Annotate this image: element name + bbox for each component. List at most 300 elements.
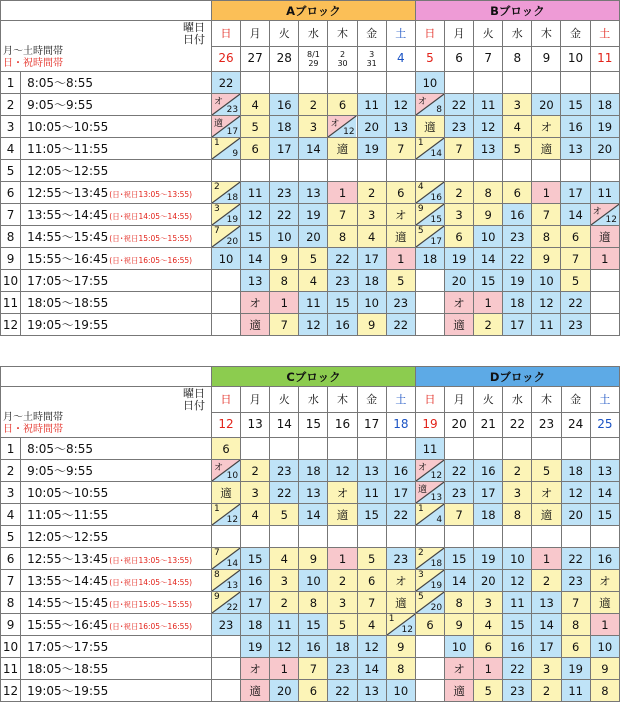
class-cell: 18 xyxy=(270,116,299,138)
empty-cell xyxy=(561,526,590,548)
split-cell xyxy=(211,592,240,614)
class-cell: 23 xyxy=(386,548,415,570)
split-bottom: 18 xyxy=(430,559,443,569)
period-holiday-time: (日･祝日15:05～15:55) xyxy=(109,600,193,609)
weekday-cell: 金 xyxy=(561,387,590,413)
class-cell: 7 xyxy=(561,248,590,270)
class-cell: 19 xyxy=(299,204,328,226)
date-cell: 26 xyxy=(211,46,240,72)
class-cell: 19 xyxy=(357,138,386,160)
split-cell xyxy=(415,482,444,504)
period-number: 3 xyxy=(1,482,21,504)
period-row xyxy=(1,438,620,460)
date-cell: 8 xyxy=(503,46,532,72)
class-cell: 16 xyxy=(299,636,328,658)
period-number: 7 xyxy=(1,570,21,592)
date-cell: 7 xyxy=(474,46,503,72)
split-bottom: 23 xyxy=(226,105,239,115)
class-cell: 適 xyxy=(590,226,619,248)
class-cell: 5 xyxy=(386,270,415,292)
period-time xyxy=(21,160,212,182)
class-cell: 4 xyxy=(241,94,270,116)
class-cell: 2 xyxy=(474,314,503,336)
empty-cell xyxy=(444,72,473,94)
class-cell: 11 xyxy=(503,592,532,614)
class-cell: 6 xyxy=(211,438,240,460)
class-cell: 適 xyxy=(386,592,415,614)
period-time xyxy=(21,438,212,460)
empty-cell xyxy=(415,680,444,702)
class-cell: 15 xyxy=(561,94,590,116)
class-cell: 12 xyxy=(532,292,561,314)
period-number: 9 xyxy=(1,614,21,636)
period-time xyxy=(21,248,212,270)
empty-cell xyxy=(386,438,415,460)
weekday-time-label: 月～土時間帯 xyxy=(3,412,63,423)
period-row xyxy=(1,614,620,636)
class-cell: 6 xyxy=(444,226,473,248)
period-time xyxy=(21,94,212,116)
class-cell: 3 xyxy=(241,482,270,504)
weekday-cell: 土 xyxy=(590,21,619,47)
date-cell: 15 xyxy=(299,412,328,438)
class-cell: 13 xyxy=(357,680,386,702)
class-cell: 16 xyxy=(241,570,270,592)
class-cell: 2 xyxy=(503,460,532,482)
period-time-text: 9:05～9:55 xyxy=(27,98,93,112)
class-cell: 10 xyxy=(415,72,444,94)
date-cell: 24 xyxy=(561,412,590,438)
split-cell xyxy=(415,548,444,570)
class-cell: 23 xyxy=(561,570,590,592)
empty-cell xyxy=(211,160,240,182)
weekday-cell: 月 xyxy=(445,387,474,413)
class-cell: 14 xyxy=(561,204,590,226)
class-cell: 22 xyxy=(211,72,240,94)
weekday-cell: 土 xyxy=(386,21,415,47)
weekday-cell: 土 xyxy=(386,387,415,413)
class-cell: 8 xyxy=(590,680,619,702)
date-cell: 4 xyxy=(386,46,415,72)
class-cell: 8 xyxy=(532,226,561,248)
period-time xyxy=(21,570,212,592)
date-cell: 17 xyxy=(357,412,386,438)
class-cell: オ xyxy=(386,204,415,226)
weekday-label: 曜日 xyxy=(182,387,205,400)
period-number: 9 xyxy=(1,248,21,270)
split-bottom: 13 xyxy=(430,493,443,503)
period-number: 5 xyxy=(1,160,21,182)
class-cell: 16 xyxy=(270,94,299,116)
weekday-cell: 火 xyxy=(270,21,299,47)
empty-cell xyxy=(415,270,444,292)
period-time-text: 10:05～10:55 xyxy=(27,486,109,500)
holiday-time-label: 日・祝時間帯 xyxy=(3,58,63,69)
period-row xyxy=(1,138,620,160)
period-time-text: 14:55～15:45 xyxy=(27,596,109,610)
class-cell: 18 xyxy=(503,292,532,314)
class-cell: 適 xyxy=(532,138,561,160)
class-cell: 18 xyxy=(415,248,444,270)
weekday-cell: 木 xyxy=(328,21,357,47)
class-cell: 2 xyxy=(299,94,328,116)
empty-cell xyxy=(445,438,474,460)
period-time-text: 15:55～16:45 xyxy=(27,618,109,632)
class-cell: 6 xyxy=(503,182,532,204)
period-row xyxy=(1,504,620,526)
weekday-cell: 水 xyxy=(503,21,532,47)
class-cell: 9 xyxy=(590,658,619,680)
class-cell: 15 xyxy=(328,292,357,314)
class-cell: 1 xyxy=(386,248,415,270)
empty-cell xyxy=(241,72,270,94)
class-cell: 11 xyxy=(532,314,561,336)
date-cell: 19 xyxy=(415,412,444,438)
empty-cell xyxy=(415,636,444,658)
class-cell: 17 xyxy=(503,314,532,336)
holiday-time-label: 日・祝時間帯 xyxy=(3,424,63,435)
class-cell: 3 xyxy=(357,204,386,226)
class-cell: 22 xyxy=(503,658,532,680)
class-cell: 22 xyxy=(445,460,474,482)
period-holiday-time: (日･祝日13:05～13:55) xyxy=(109,556,193,565)
class-cell: 8 xyxy=(328,226,357,248)
class-cell: 1 xyxy=(328,182,357,204)
split-bottom: 19 xyxy=(430,581,443,591)
class-cell: 23 xyxy=(503,680,532,702)
class-cell: 2 xyxy=(328,570,357,592)
class-cell: 10 xyxy=(503,548,532,570)
weekday-cell: 月 xyxy=(444,21,473,47)
split-bottom: 14 xyxy=(226,559,239,569)
class-cell: 20 xyxy=(474,570,503,592)
class-cell: 16 xyxy=(503,636,532,658)
class-cell: 22 xyxy=(386,504,415,526)
empty-cell xyxy=(561,438,590,460)
split-bottom: 17 xyxy=(226,127,239,137)
class-cell: 8 xyxy=(503,504,532,526)
class-cell: 2 xyxy=(532,680,561,702)
split-top: 2 xyxy=(417,548,424,558)
class-cell: 23 xyxy=(445,482,474,504)
class-cell: 適 xyxy=(241,680,270,702)
period-time xyxy=(21,680,212,702)
split-bottom: 12 xyxy=(401,625,413,635)
class-cell: 17 xyxy=(357,248,386,270)
split-top: 3 xyxy=(213,204,220,214)
class-cell: 20 xyxy=(270,680,299,702)
empty-cell xyxy=(590,72,619,94)
date-cell: 6 xyxy=(444,46,473,72)
class-cell: 22 xyxy=(386,314,415,336)
date-cell: 9 xyxy=(532,46,561,72)
class-cell: 13 xyxy=(299,482,328,504)
class-cell: 18 xyxy=(357,270,386,292)
period-time-text: 14:55～15:45 xyxy=(27,230,109,244)
split-bottom: 12 xyxy=(430,471,443,481)
date-cell: 10 xyxy=(561,46,590,72)
period-time-text: 15:55～16:45 xyxy=(27,252,109,266)
class-cell: 12 xyxy=(299,314,328,336)
weekday-cell: 金 xyxy=(357,21,386,47)
class-cell: 14 xyxy=(445,570,474,592)
period-row xyxy=(1,270,620,292)
weekday-label: 曜日 xyxy=(182,21,205,34)
split-top: オ xyxy=(417,97,427,107)
period-time xyxy=(21,72,212,94)
class-cell: 適 xyxy=(590,592,619,614)
class-cell: 20 xyxy=(590,138,619,160)
class-cell: 20 xyxy=(299,226,328,248)
class-cell: 9 xyxy=(445,614,474,636)
class-cell: 16 xyxy=(561,116,590,138)
period-row xyxy=(1,526,620,548)
weekday-cell: 木 xyxy=(532,21,561,47)
empty-cell xyxy=(211,292,240,314)
weekday-cell: 日 xyxy=(211,387,240,413)
empty-cell xyxy=(357,160,386,182)
class-cell: 12 xyxy=(328,460,357,482)
class-cell: 15 xyxy=(241,226,270,248)
class-cell: 13 xyxy=(532,592,561,614)
date-cell: 28 xyxy=(270,46,299,72)
class-cell: 5 xyxy=(299,248,328,270)
split-bottom: 14 xyxy=(430,149,442,159)
block-name: Dブロック xyxy=(415,367,619,387)
split-cell xyxy=(415,226,444,248)
class-cell: 8 xyxy=(474,182,503,204)
period-number: 2 xyxy=(1,94,21,116)
period-number: 12 xyxy=(1,314,21,336)
class-cell: 10 xyxy=(211,248,240,270)
period-number: 4 xyxy=(1,504,21,526)
split-top: 7 xyxy=(213,548,220,558)
class-cell: 13 xyxy=(299,182,328,204)
weekday-cell: 火 xyxy=(474,21,503,47)
period-time xyxy=(21,548,212,570)
class-cell: 1 xyxy=(590,614,619,636)
period-row xyxy=(1,570,620,592)
class-cell: 5 xyxy=(270,504,299,526)
weekday-cell: 日 xyxy=(211,21,240,47)
class-cell: 4 xyxy=(503,116,532,138)
period-time xyxy=(21,116,212,138)
period-time-text: 18:05～18:55 xyxy=(27,296,109,310)
class-cell: 8 xyxy=(445,592,474,614)
class-cell: 11 xyxy=(357,482,386,504)
class-cell: 3 xyxy=(444,204,473,226)
class-cell: 10 xyxy=(590,636,619,658)
schedule-table xyxy=(0,366,620,702)
period-number: 8 xyxy=(1,592,21,614)
date-label: 日付 xyxy=(182,399,205,412)
date-cell: 16 xyxy=(328,412,357,438)
class-cell: 2 xyxy=(357,182,386,204)
split-top: オ xyxy=(417,463,427,473)
empty-cell xyxy=(444,160,473,182)
class-cell: 6 xyxy=(561,636,590,658)
period-time xyxy=(21,526,212,548)
period-time-text: 19:05～19:55 xyxy=(27,684,109,698)
period-time-text: 10:05～10:55 xyxy=(27,120,109,134)
class-cell: 17 xyxy=(474,482,503,504)
class-cell: 18 xyxy=(328,636,357,658)
class-cell: 14 xyxy=(532,614,561,636)
split-bottom: 12 xyxy=(226,515,239,525)
empty-cell xyxy=(211,658,240,680)
class-cell: 11 xyxy=(299,292,328,314)
empty-cell xyxy=(415,526,444,548)
class-cell: 7 xyxy=(445,504,474,526)
date-cell: 11 xyxy=(590,46,619,72)
class-cell: 16 xyxy=(503,204,532,226)
class-cell: 7 xyxy=(532,204,561,226)
period-time xyxy=(21,182,212,204)
class-cell: 4 xyxy=(357,614,386,636)
empty-cell xyxy=(241,438,270,460)
split-cell xyxy=(415,182,444,204)
date-cell: 23 xyxy=(532,412,561,438)
block-label xyxy=(1,367,212,387)
period-time xyxy=(21,226,212,248)
period-number: 5 xyxy=(1,526,21,548)
date-cell: 5 xyxy=(415,46,444,72)
class-cell: 10 xyxy=(474,226,503,248)
class-cell: 12 xyxy=(270,636,299,658)
empty-cell xyxy=(211,636,240,658)
split-top: 1 xyxy=(417,138,424,148)
class-cell: 15 xyxy=(474,270,503,292)
class-cell: 2 xyxy=(270,592,299,614)
class-cell: 適 xyxy=(211,482,240,504)
class-cell: 22 xyxy=(270,204,299,226)
class-cell: 7 xyxy=(299,658,328,680)
class-cell: 14 xyxy=(590,482,619,504)
class-cell: 5 xyxy=(503,138,532,160)
empty-cell xyxy=(590,270,619,292)
empty-cell xyxy=(299,72,328,94)
period-row xyxy=(1,72,620,94)
weekday-cell: 金 xyxy=(357,387,386,413)
class-cell: 22 xyxy=(270,482,299,504)
period-row xyxy=(1,182,620,204)
class-cell: オ xyxy=(445,658,474,680)
empty-cell xyxy=(474,438,503,460)
split-top: オ xyxy=(592,207,602,217)
class-cell: 18 xyxy=(474,504,503,526)
empty-cell xyxy=(532,438,561,460)
class-cell: 11 xyxy=(270,614,299,636)
period-number: 12 xyxy=(1,680,21,702)
empty-cell xyxy=(357,72,386,94)
empty-cell xyxy=(474,526,503,548)
weekday-cell: 水 xyxy=(299,21,328,47)
split-bottom: 17 xyxy=(430,237,442,247)
date-cell: 2 30 xyxy=(328,46,357,72)
split-cell xyxy=(211,94,240,116)
empty-cell xyxy=(415,314,444,336)
period-time-text: 17:05～17:55 xyxy=(27,274,109,288)
header-corner xyxy=(1,387,212,438)
period-row xyxy=(1,292,620,314)
empty-cell xyxy=(415,658,444,680)
class-cell: 8 xyxy=(561,614,590,636)
class-cell: 17 xyxy=(532,636,561,658)
period-time xyxy=(21,460,212,482)
date-cell: 25 xyxy=(590,412,619,438)
class-cell: オ xyxy=(241,292,270,314)
class-cell: 適 xyxy=(415,116,444,138)
period-number: 10 xyxy=(1,270,21,292)
split-cell xyxy=(415,138,444,160)
weekday-cell: 月 xyxy=(241,387,270,413)
class-cell: 10 xyxy=(386,680,415,702)
date-cell: 22 xyxy=(503,412,532,438)
block-name: Aブロック xyxy=(211,1,415,21)
class-cell: 1 xyxy=(474,292,503,314)
header-corner xyxy=(1,21,212,72)
split-bottom: 20 xyxy=(430,603,443,613)
date-cell: 21 xyxy=(474,412,503,438)
class-cell: 18 xyxy=(590,94,619,116)
class-cell: 8 xyxy=(270,270,299,292)
period-row xyxy=(1,592,620,614)
date-cell: 8/1 29 xyxy=(299,46,328,72)
class-cell: 10 xyxy=(357,292,386,314)
date-cell: 12 xyxy=(211,412,240,438)
class-cell: 1 xyxy=(474,658,503,680)
period-row xyxy=(1,460,620,482)
empty-cell xyxy=(474,160,503,182)
period-row xyxy=(1,658,620,680)
date-cell: 20 xyxy=(445,412,474,438)
class-cell: 5 xyxy=(561,270,590,292)
class-cell: 22 xyxy=(561,292,590,314)
split-bottom: 13 xyxy=(226,581,239,591)
class-cell: 22 xyxy=(328,248,357,270)
class-cell: 6 xyxy=(561,226,590,248)
split-cell xyxy=(211,504,240,526)
class-cell: 12 xyxy=(386,94,415,116)
split-top: 1 xyxy=(213,138,220,148)
class-cell: 15 xyxy=(299,614,328,636)
class-cell: 5 xyxy=(328,614,357,636)
class-cell: 9 xyxy=(270,248,299,270)
class-cell: 11 xyxy=(474,94,503,116)
class-cell: オ xyxy=(328,482,357,504)
class-cell: オ xyxy=(444,292,473,314)
split-top: 1 xyxy=(213,504,220,514)
period-time-text: 19:05～19:55 xyxy=(27,318,109,332)
split-bottom: 20 xyxy=(226,237,239,247)
class-cell: 16 xyxy=(328,314,357,336)
class-cell: 22 xyxy=(444,94,473,116)
class-cell: 適 xyxy=(444,314,473,336)
class-cell: 16 xyxy=(474,460,503,482)
period-row xyxy=(1,94,620,116)
weekday-cell: 火 xyxy=(270,387,299,413)
period-number: 6 xyxy=(1,182,21,204)
split-bottom: 9 xyxy=(232,149,239,159)
empty-cell xyxy=(328,526,357,548)
empty-cell xyxy=(270,160,299,182)
empty-cell xyxy=(270,438,299,460)
period-time-text: 18:05～18:55 xyxy=(27,662,109,676)
class-cell: 18 xyxy=(561,460,590,482)
class-cell: 2 xyxy=(444,182,473,204)
empty-cell xyxy=(386,72,415,94)
split-cell xyxy=(415,460,444,482)
